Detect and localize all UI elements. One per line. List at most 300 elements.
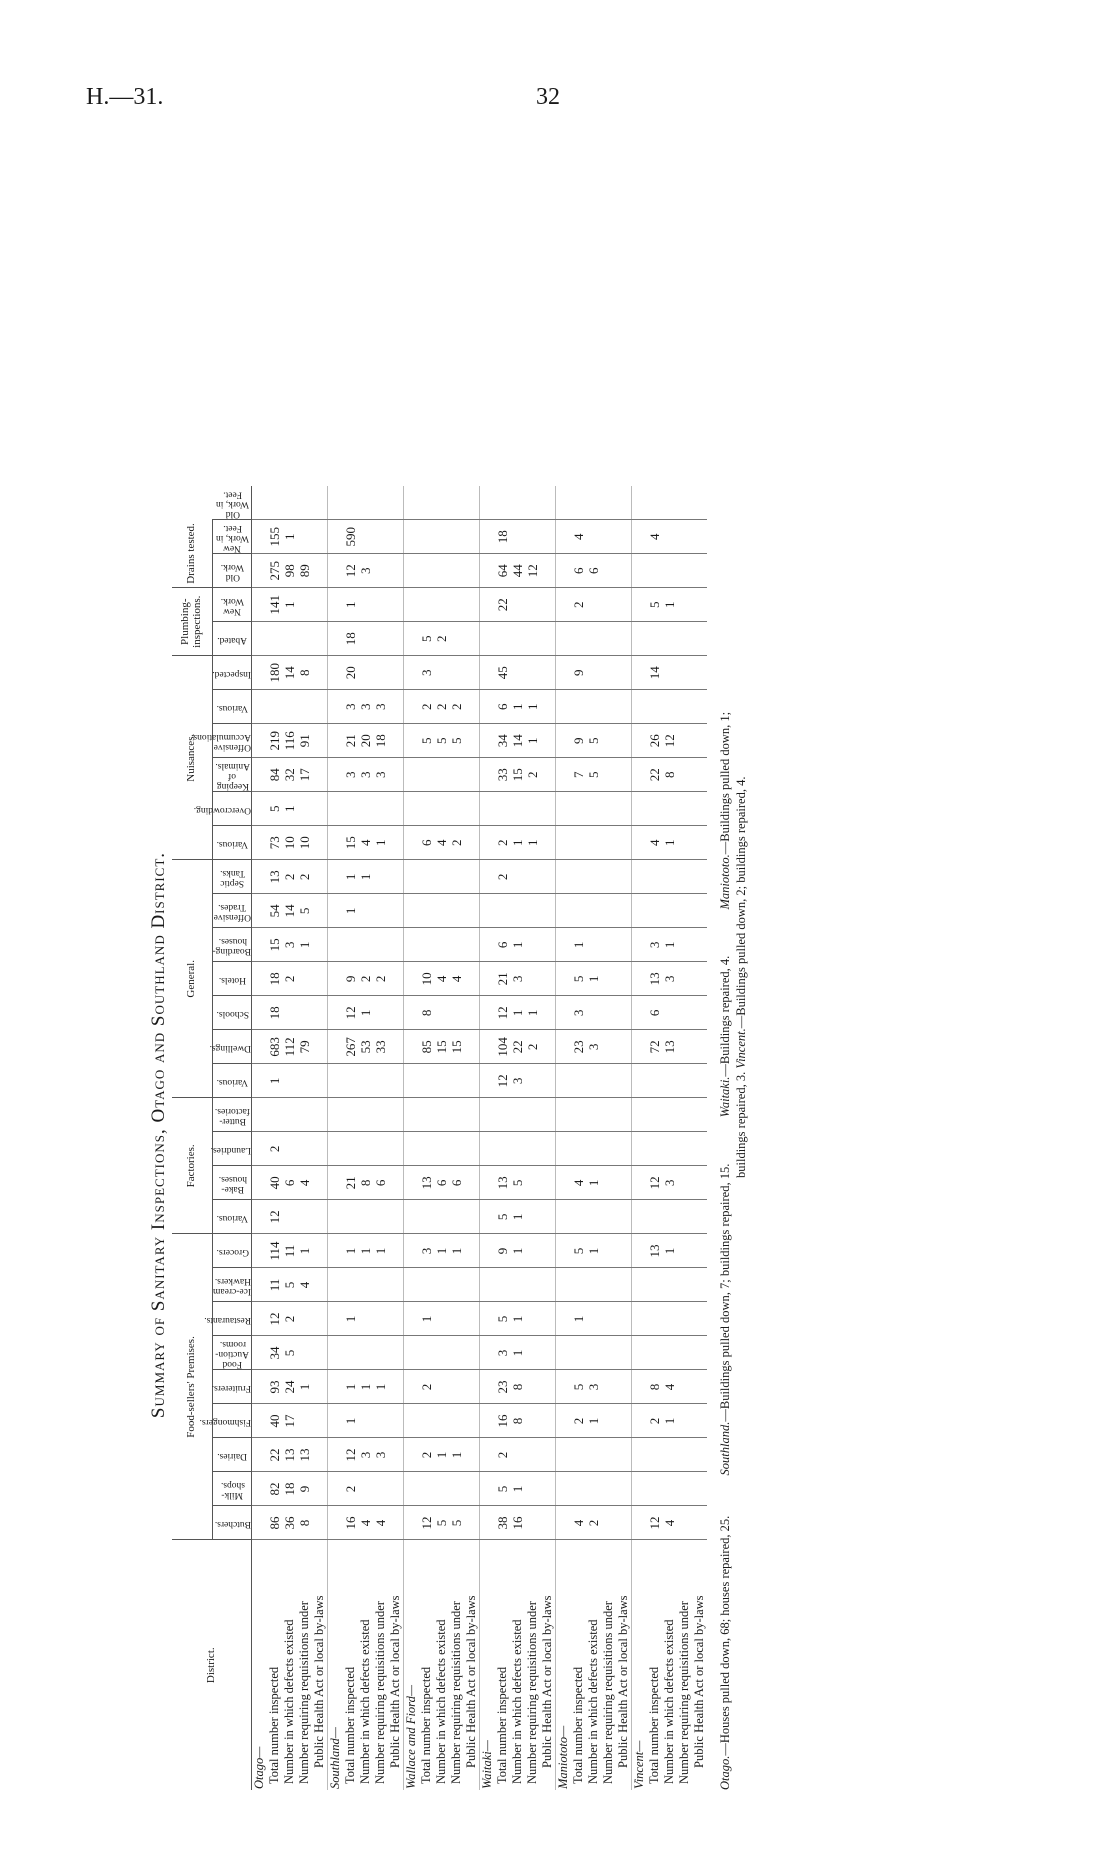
table-cell <box>434 1200 449 1234</box>
table-cell <box>647 894 662 928</box>
table-cell <box>449 588 464 622</box>
table-cell <box>662 996 677 1030</box>
table-cell <box>616 554 632 588</box>
table-cell <box>464 1234 480 1268</box>
table-cell <box>282 996 297 1030</box>
table-cell <box>495 486 510 520</box>
table-cell <box>252 486 268 520</box>
table-cell <box>328 690 344 724</box>
column-header: Various. <box>213 826 252 860</box>
table-cell <box>616 962 632 996</box>
table-cell: 180 <box>267 656 282 690</box>
table-cell <box>662 554 677 588</box>
table-cell <box>662 894 677 928</box>
table-cell <box>419 894 434 928</box>
table-row <box>358 486 373 1790</box>
table-cell <box>388 690 404 724</box>
table-cell <box>464 758 480 792</box>
table-cell <box>586 792 601 826</box>
table-cell <box>388 1506 404 1540</box>
table-cell <box>373 520 388 554</box>
column-header: Milk-shops. <box>213 1472 252 1506</box>
table-cell <box>616 758 632 792</box>
inspection-summary-table <box>172 486 707 1790</box>
table-cell <box>556 554 572 588</box>
table-cell: 6 <box>434 1166 449 1200</box>
table-cell <box>616 1030 632 1064</box>
row-label: Total number inspected <box>418 1666 433 1784</box>
table-cell: 79 <box>297 1030 312 1064</box>
table-cell <box>388 1200 404 1234</box>
table-cell <box>662 1098 677 1132</box>
table-cell <box>632 1234 648 1268</box>
table-cell <box>312 1098 328 1132</box>
table-cell: 2 <box>419 690 434 724</box>
table-cell <box>464 690 480 724</box>
table-cell <box>449 622 464 656</box>
table-cell <box>343 1098 358 1132</box>
table-cell <box>449 1098 464 1132</box>
table-cell <box>495 622 510 656</box>
table-cell <box>297 588 312 622</box>
table-cell <box>586 486 601 520</box>
table-cell <box>692 520 707 554</box>
table-cell: 1 <box>510 1472 525 1506</box>
table-cell <box>556 1132 572 1166</box>
table-cell <box>252 1472 268 1506</box>
table-cell <box>312 1132 328 1166</box>
table-cell <box>692 554 707 588</box>
table-cell <box>328 928 344 962</box>
table-cell <box>677 1234 692 1268</box>
table-cell <box>388 486 404 520</box>
table-cell <box>525 1404 540 1438</box>
table-cell <box>328 1030 344 1064</box>
table-cell <box>404 894 420 928</box>
table-cell <box>677 894 692 928</box>
table-cell <box>312 1200 328 1234</box>
column-header: Offensive Accumulations. <box>213 724 252 758</box>
table-row <box>677 486 692 1790</box>
table-cell <box>632 554 648 588</box>
table-cell <box>480 520 496 554</box>
table-cell: 6 <box>495 690 510 724</box>
table-cell: 12 <box>647 1506 662 1540</box>
table-cell: 1 <box>297 928 312 962</box>
table-cell: 6 <box>282 1166 297 1200</box>
column-header: Keeping of Animals. <box>213 758 252 792</box>
table-cell <box>647 1132 662 1166</box>
table-cell <box>480 1200 496 1234</box>
table-cell <box>632 1064 648 1098</box>
table-cell <box>525 1132 540 1166</box>
table-cell <box>571 486 586 520</box>
table-cell <box>404 1506 420 1540</box>
table-cell: 17 <box>297 758 312 792</box>
table-cell: 89 <box>297 554 312 588</box>
table-cell <box>404 792 420 826</box>
table-cell: 2 <box>282 860 297 894</box>
table-cell <box>556 1234 572 1268</box>
table-cell <box>297 962 312 996</box>
table-cell <box>388 826 404 860</box>
table-cell <box>525 520 540 554</box>
table-cell <box>510 622 525 656</box>
table-cell: 9 <box>297 1472 312 1506</box>
table-cell <box>586 656 601 690</box>
table-cell: 26 <box>647 724 662 758</box>
table-cell <box>388 1404 404 1438</box>
table-cell <box>601 996 616 1030</box>
table-cell <box>677 1132 692 1166</box>
table-cell <box>616 826 632 860</box>
table-cell <box>601 1030 616 1064</box>
table-cell <box>586 860 601 894</box>
table-cell <box>449 1302 464 1336</box>
table-cell <box>586 1064 601 1098</box>
table-cell: 1 <box>662 588 677 622</box>
table-cell <box>632 1506 648 1540</box>
table-cell: 6 <box>419 826 434 860</box>
table-cell <box>373 1098 388 1132</box>
table-cell <box>616 1098 632 1132</box>
table-cell <box>677 1166 692 1200</box>
table-cell <box>480 1098 496 1132</box>
table-cell: 12 <box>495 996 510 1030</box>
table-cell: 3 <box>662 1166 677 1200</box>
table-cell <box>434 588 449 622</box>
row-label: Public Health Act or local by-laws <box>463 1595 478 1768</box>
table-cell: 1 <box>373 1234 388 1268</box>
table-cell <box>586 1098 601 1132</box>
table-cell <box>632 622 648 656</box>
table-cell <box>632 792 648 826</box>
table-cell <box>662 1336 677 1370</box>
table-cell <box>662 656 677 690</box>
column-group-header: Factories. <box>172 1098 213 1234</box>
district-header: District. <box>172 1540 252 1790</box>
table-cell: 4 <box>647 520 662 554</box>
table-cell <box>252 690 268 724</box>
table-cell <box>252 1370 268 1404</box>
table-cell <box>480 792 496 826</box>
table-cell <box>252 656 268 690</box>
table-cell: 5 <box>419 724 434 758</box>
table-cell <box>252 996 268 1030</box>
table-cell <box>540 1506 556 1540</box>
table-cell <box>616 928 632 962</box>
table-cell <box>616 1438 632 1472</box>
table-cell <box>434 792 449 826</box>
table-cell: 2 <box>267 1132 282 1166</box>
table-cell <box>388 1234 404 1268</box>
table-cell <box>525 1336 540 1370</box>
table-cell <box>601 1132 616 1166</box>
table-cell <box>297 1098 312 1132</box>
table-cell <box>343 1132 358 1166</box>
table-cell: 4 <box>662 1506 677 1540</box>
table-cell: 21 <box>343 724 358 758</box>
district-name: Waitaki— <box>480 1540 496 1790</box>
table-cell <box>632 1472 648 1506</box>
table-cell <box>358 1302 373 1336</box>
table-cell <box>388 1336 404 1370</box>
table-cell <box>480 622 496 656</box>
table-cell <box>692 1370 707 1404</box>
table-cell <box>464 1472 480 1506</box>
table-cell <box>632 1132 648 1166</box>
table-cell <box>556 1166 572 1200</box>
column-header: Dwellings. <box>213 1030 252 1064</box>
table-cell <box>328 1200 344 1234</box>
table-cell <box>692 1404 707 1438</box>
table-cell: 13 <box>662 1030 677 1064</box>
table-cell: 5 <box>647 588 662 622</box>
table-cell: 16 <box>343 1506 358 1540</box>
table-cell: 12 <box>647 1166 662 1200</box>
row-label: Public Health Act or local by-laws <box>539 1595 554 1768</box>
table-row <box>525 486 540 1790</box>
table-cell <box>252 1336 268 1370</box>
table-cell <box>252 1030 268 1064</box>
table-cell <box>525 588 540 622</box>
table-cell <box>480 1506 496 1540</box>
table-cell: 2 <box>525 758 540 792</box>
table-cell <box>404 1098 420 1132</box>
table-cell <box>464 996 480 1030</box>
footnote-waitaki-label: Waitaki. <box>718 1076 732 1118</box>
table-cell <box>677 928 692 962</box>
table-cell <box>601 554 616 588</box>
table-cell <box>480 1030 496 1064</box>
table-cell: 8 <box>662 758 677 792</box>
table-cell: 6 <box>495 928 510 962</box>
table-cell <box>480 1268 496 1302</box>
table-cell <box>419 520 434 554</box>
table-cell <box>616 1200 632 1234</box>
table-cell: 2 <box>586 1506 601 1540</box>
table-cell <box>449 656 464 690</box>
table-cell: 72 <box>647 1030 662 1064</box>
table-cell <box>556 1098 572 1132</box>
table-cell: 2 <box>358 962 373 996</box>
table-cell: 155 <box>267 520 282 554</box>
table-cell <box>312 1404 328 1438</box>
table-cell: 1 <box>662 1234 677 1268</box>
table-cell <box>358 1200 373 1234</box>
table-cell <box>328 622 344 656</box>
table-cell: 3 <box>495 1336 510 1370</box>
table-cell <box>480 826 496 860</box>
table-cell <box>464 1030 480 1064</box>
table-cell <box>616 690 632 724</box>
table-cell <box>677 1506 692 1540</box>
table-cell <box>480 724 496 758</box>
column-header: Abated. <box>213 622 252 656</box>
table-cell <box>677 724 692 758</box>
table-cell <box>373 1404 388 1438</box>
table-cell <box>556 656 572 690</box>
table-cell: 1 <box>358 1370 373 1404</box>
row-label: Total number inspected <box>266 1666 281 1784</box>
table-cell <box>328 656 344 690</box>
table-cell: 1 <box>343 588 358 622</box>
table-cell <box>252 1438 268 1472</box>
table-cell: 2 <box>282 1302 297 1336</box>
table-cell <box>556 1268 572 1302</box>
table-cell <box>404 1336 420 1370</box>
table-cell: 45 <box>495 656 510 690</box>
table-cell: 14 <box>282 894 297 928</box>
table-cell <box>556 1064 572 1098</box>
table-cell <box>297 622 312 656</box>
table-cell <box>328 1234 344 1268</box>
table-cell <box>556 622 572 656</box>
table-cell <box>525 1438 540 1472</box>
row-label: Number requiring requisitions under <box>296 1601 311 1784</box>
table-cell <box>404 1302 420 1336</box>
table-cell <box>510 656 525 690</box>
table-cell <box>297 690 312 724</box>
table-cell <box>556 588 572 622</box>
table-cell: 141 <box>267 588 282 622</box>
table-cell: 82 <box>267 1472 282 1506</box>
table-cell <box>328 894 344 928</box>
table-cell: 3 <box>282 928 297 962</box>
table-cell <box>540 894 556 928</box>
table-cell: 15 <box>510 758 525 792</box>
table-cell <box>252 1098 268 1132</box>
table-cell <box>662 1472 677 1506</box>
table-cell <box>525 656 540 690</box>
table-cell <box>388 520 404 554</box>
table-cell: 34 <box>267 1336 282 1370</box>
table-cell: 4 <box>662 1370 677 1404</box>
table-cell <box>343 1200 358 1234</box>
table-cell <box>632 996 648 1030</box>
table-cell: 2 <box>495 1438 510 1472</box>
table-cell: 2 <box>434 622 449 656</box>
table-cell <box>677 554 692 588</box>
table-cell: 12 <box>267 1302 282 1336</box>
table-cell <box>312 1438 328 1472</box>
table-cell <box>495 792 510 826</box>
table-cell <box>404 656 420 690</box>
table-cell: 1 <box>434 1234 449 1268</box>
footnote-maniototo-label: Maniototo. <box>718 854 732 910</box>
table-row <box>267 486 282 1790</box>
table-cell <box>252 1234 268 1268</box>
table-cell: 3 <box>510 962 525 996</box>
table-cell: 40 <box>267 1166 282 1200</box>
table-cell <box>692 1030 707 1064</box>
table-cell <box>692 1268 707 1302</box>
table-cell <box>388 928 404 962</box>
table-cell <box>601 1472 616 1506</box>
table-cell <box>328 860 344 894</box>
table-cell <box>601 1200 616 1234</box>
table-cell <box>312 996 328 1030</box>
footnote-otago-label: Otago. <box>718 1755 732 1790</box>
table-cell <box>297 1336 312 1370</box>
table-cell <box>464 1064 480 1098</box>
table-cell <box>434 1132 449 1166</box>
table-cell <box>464 622 480 656</box>
table-cell <box>662 1064 677 1098</box>
table-cell <box>449 554 464 588</box>
table-cell <box>282 486 297 520</box>
table-cell <box>632 520 648 554</box>
table-cell: 4 <box>434 826 449 860</box>
table-cell <box>510 486 525 520</box>
table-cell <box>328 486 344 520</box>
column-header: Butter-factories. <box>213 1098 252 1132</box>
table-cell <box>510 1268 525 1302</box>
table-cell <box>556 520 572 554</box>
table-cell <box>677 792 692 826</box>
table-cell <box>677 1098 692 1132</box>
table-cell <box>404 928 420 962</box>
table-cell <box>328 826 344 860</box>
table-cell: 33 <box>495 758 510 792</box>
footnote-vincent: —Buildings pulled down, 2; buildings repaired, 4. <box>734 776 748 1029</box>
table-cell: 9 <box>571 724 586 758</box>
table-cell: 1 <box>510 690 525 724</box>
table-cell <box>571 1438 586 1472</box>
table-cell <box>692 826 707 860</box>
table-cell <box>464 928 480 962</box>
table-cell <box>464 1200 480 1234</box>
table-cell <box>312 826 328 860</box>
table-cell: 12 <box>495 1064 510 1098</box>
table-cell <box>434 520 449 554</box>
table-cell <box>358 928 373 962</box>
table-cell <box>464 860 480 894</box>
table-cell <box>419 860 434 894</box>
row-label: Public Health Act or local by-laws <box>615 1595 630 1768</box>
table-row <box>343 486 358 1790</box>
table-title: Summary of Sanitary Inspections, Otago and Southland District. <box>148 851 169 1419</box>
table-cell: 2 <box>495 860 510 894</box>
table-cell: 3 <box>586 1030 601 1064</box>
table-cell <box>662 622 677 656</box>
table-cell <box>616 1166 632 1200</box>
table-cell <box>540 1132 556 1166</box>
table-cell: 5 <box>495 1200 510 1234</box>
table-cell: 1 <box>586 1234 601 1268</box>
table-cell <box>632 962 648 996</box>
column-header: Septic Tanks. <box>213 860 252 894</box>
table-cell <box>480 1404 496 1438</box>
table-cell <box>312 1166 328 1200</box>
table-cell: 11 <box>267 1268 282 1302</box>
table-cell: 12 <box>419 1506 434 1540</box>
table-cell <box>601 1506 616 1540</box>
table-cell <box>404 826 420 860</box>
table-cell <box>556 792 572 826</box>
table-cell <box>540 996 556 1030</box>
table-cell <box>677 1268 692 1302</box>
table-cell: 2 <box>495 826 510 860</box>
table-cell <box>571 1200 586 1234</box>
table-cell <box>464 1302 480 1336</box>
table-cell <box>267 1098 282 1132</box>
table-cell <box>647 860 662 894</box>
table-cell <box>404 758 420 792</box>
column-header: Inspected. <box>213 656 252 690</box>
table-cell <box>586 826 601 860</box>
table-cell <box>328 1404 344 1438</box>
